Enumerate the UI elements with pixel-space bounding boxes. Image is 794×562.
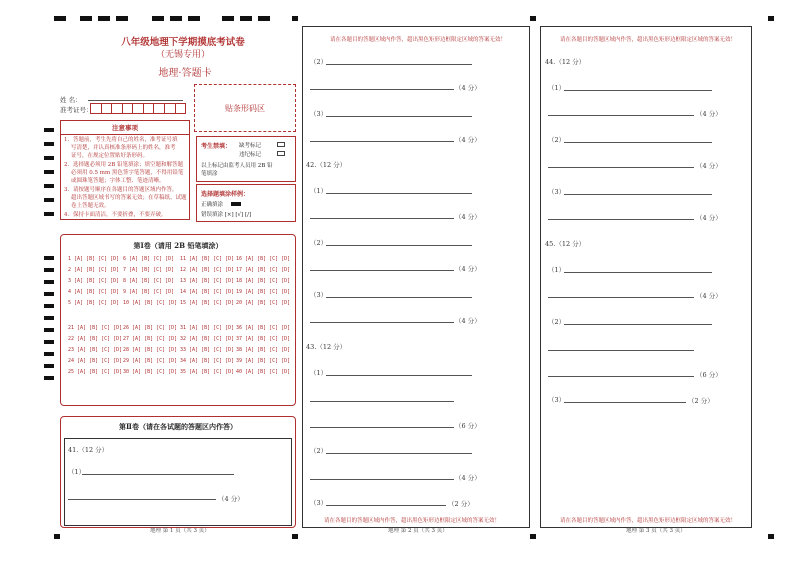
violation-label: 违纪标记 [239, 152, 262, 158]
mc-question-row[interactable]: 38 [A] [B] [C] [D] [236, 347, 291, 353]
q45-part2: （2） [548, 318, 566, 326]
score: （4 分） [696, 292, 722, 300]
bottom-marker-3 [530, 534, 536, 539]
side-mark [44, 316, 54, 320]
answer-line[interactable] [310, 401, 454, 402]
score: （2 分） [688, 397, 714, 405]
page2-top-note: 请在各题目的答题区域内作答，超出黑色矩形边框限定区域的答案无效！ [330, 37, 507, 43]
answer-line[interactable] [548, 115, 694, 116]
answer-line[interactable] [310, 427, 454, 428]
q43-part3: （3） [310, 499, 328, 507]
part2-title: 第Ⅱ卷（请在各试题的答题区内作答） [119, 422, 237, 431]
answer-line[interactable] [326, 375, 472, 376]
side-mark [44, 364, 54, 368]
footer-page-1: 地理 第 1 页（共 3 页） [150, 528, 210, 534]
side-mark [44, 268, 54, 272]
page3-frame [540, 26, 752, 528]
bottom-marker-4 [768, 534, 774, 539]
side-mark [44, 184, 54, 188]
top-marker-4 [116, 16, 128, 21]
mc-question-row[interactable]: 28 [A] [B] [C] [D] [123, 347, 178, 353]
score: （4 分） [455, 317, 481, 325]
mc-question-row[interactable]: 23 [A] [B] [C] [D] [68, 347, 123, 353]
score: （6 分） [455, 422, 481, 430]
id-boxes[interactable] [90, 103, 186, 114]
fill-sample-box [196, 184, 296, 222]
mc-question-row[interactable]: 16 [A] [B] [C] [D] [236, 256, 291, 262]
side-mark [44, 340, 54, 344]
mc-question-row[interactable]: 22 [A] [B] [C] [D] [68, 336, 123, 342]
notes-box [60, 120, 190, 220]
status-note-1: 以上标记由监考人员用 2B 铅 [201, 163, 273, 169]
mc-question-row[interactable]: 10 [A] [B] [C] [D] [123, 300, 178, 306]
barcode-area [194, 84, 296, 132]
side-mark [44, 304, 54, 308]
exam-status-box [196, 136, 296, 182]
answer-line[interactable] [548, 376, 694, 377]
score: （4 分） [696, 162, 722, 170]
answer-line[interactable] [326, 453, 472, 454]
side-mark [44, 128, 54, 132]
top-marker-7 [188, 16, 200, 21]
answer-line[interactable] [310, 141, 454, 142]
mc-question-row[interactable]: 6 [A] [B] [C] [D] [123, 256, 175, 262]
q44-part2: （2） [548, 136, 566, 144]
mc-question-row[interactable]: 37 [A] [B] [C] [D] [236, 336, 291, 342]
mc-question-row[interactable]: 36 [A] [B] [C] [D] [236, 325, 291, 331]
side-mark [44, 376, 54, 380]
q42-part2: （2） [310, 239, 328, 247]
mc-question-row[interactable]: 4 [A] [B] [C] [D] [68, 289, 120, 295]
mc-question-row[interactable]: 35 [A] [B] [C] [D] [180, 369, 235, 375]
q45-part3: （3） [548, 396, 566, 404]
answer-line[interactable] [548, 350, 694, 351]
notes-title: 注意事项 [61, 121, 189, 135]
barcode-label: 贴条形码区 [225, 103, 265, 113]
mc-question-row[interactable]: 19 [A] [B] [C] [D] [236, 289, 291, 295]
top-marker-13 [768, 16, 774, 21]
answer-line[interactable] [564, 142, 712, 143]
side-mark [44, 170, 54, 174]
score: （4 分） [696, 214, 722, 222]
q45-part1: （1） [548, 266, 566, 274]
q43-label: 43.（12 分） [306, 343, 347, 351]
exam-title: 八年级地理下学期摸底考试卷 [121, 37, 245, 48]
score: （2 分） [448, 500, 474, 508]
top-marker-11 [292, 16, 298, 21]
answer-line[interactable] [326, 297, 472, 298]
side-mark [44, 328, 54, 332]
mc-question-row[interactable]: 8 [A] [B] [C] [D] [123, 278, 175, 284]
mc-question-row[interactable]: 24 [A] [B] [C] [D] [68, 358, 123, 364]
mc-question-row[interactable]: 3 [A] [B] [C] [D] [68, 278, 120, 284]
q42-part1: （1） [310, 187, 328, 195]
answer-line[interactable] [564, 90, 712, 91]
mc-question-row[interactable]: 2 [A] [B] [C] [D] [68, 267, 120, 273]
answer-line[interactable] [310, 479, 454, 480]
q45-label: 45.（12 分） [545, 240, 586, 248]
q42-part3: （3） [310, 291, 328, 299]
page2-bottom-note: 请在各题目的答题区域内作答，超出黑色矩形边框限定区域的答案无效！ [324, 518, 501, 524]
mc-question-row[interactable]: 21 [A] [B] [C] [D] [68, 325, 123, 331]
card-title: 地理·答题卡 [158, 68, 212, 79]
mc-question-row[interactable]: 34 [A] [B] [C] [D] [180, 358, 235, 364]
fill-sample-title: 选择题填涂样例： [201, 191, 250, 198]
note-line: 1．答题前，考生先将自己的姓名，准考证号填 [64, 137, 178, 143]
mc-question-row[interactable]: 39 [A] [B] [C] [D] [236, 358, 291, 364]
side-mark [44, 212, 54, 216]
score: （4 分） [455, 213, 481, 221]
mc-question-row[interactable]: 20 [A] [B] [C] [D] [236, 300, 291, 306]
mc-question-row[interactable]: 29 [A] [B] [C] [D] [123, 358, 178, 364]
note-line: 3．请按题号顺序在各题目的答题区域内作答， [64, 187, 178, 193]
q41-part1: （1） [68, 468, 86, 476]
note-line: 证号，在规定位置贴好条形码。 [71, 153, 149, 159]
score: （4 分） [455, 265, 481, 273]
exam-status-title: 考生禁填： [201, 143, 232, 150]
correct-fill-sample [231, 202, 241, 206]
mc-question-row[interactable]: 5 [A] [B] [C] [D] [68, 300, 120, 306]
top-marker-12 [530, 16, 536, 21]
q41-label: 41.（12 分） [68, 446, 109, 454]
side-mark [44, 256, 54, 260]
mc-question-row[interactable]: 17 [A] [B] [C] [D] [236, 267, 291, 273]
note-line: 写清楚，并认真核准条形码上的姓名，准考 [71, 145, 176, 151]
answer-line[interactable] [548, 167, 694, 168]
score: （4 分） [455, 84, 481, 92]
wrong-fill-label: 错误填涂 [×] [√] [/] [201, 212, 252, 218]
q43-part2: （2） [310, 447, 328, 455]
answer-line[interactable] [310, 322, 454, 323]
footer-page-3: 地理 第 3 页（共 3 页） [626, 528, 686, 534]
mc-question-row[interactable]: 25 [A] [B] [C] [D] [68, 369, 123, 375]
top-marker-5 [152, 16, 164, 21]
q43-part1: （1） [310, 369, 328, 377]
top-marker-2 [80, 16, 92, 21]
note-line: 4．保持卡面清洁，不要折叠，不要弄破。 [64, 212, 167, 218]
mc-question-row[interactable]: 14 [A] [B] [C] [D] [180, 289, 235, 295]
q40-part3: （3） [310, 110, 328, 118]
q42-label: 42.（12 分） [306, 161, 347, 169]
mc-question-row[interactable]: 1 [A] [B] [C] [D] [68, 256, 120, 262]
bottom-marker-2 [292, 534, 298, 539]
mc-question-row[interactable]: 9 [A] [B] [C] [D] [123, 289, 175, 295]
answer-line[interactable] [326, 64, 472, 65]
q44-label: 44.（12 分） [545, 58, 586, 66]
answer-line[interactable] [564, 402, 686, 403]
correct-fill-label: 正确填涂 [201, 202, 224, 208]
answer-line[interactable] [310, 218, 454, 219]
q40-part2: （2） [310, 58, 328, 66]
q44-part1: （1） [548, 84, 566, 92]
exam-subtitle: （无锡专用） [155, 50, 210, 60]
name-field[interactable] [88, 100, 183, 101]
side-mark [44, 142, 54, 146]
q41-score: （4 分） [218, 495, 244, 503]
answer-line[interactable] [564, 324, 712, 325]
id-label: 准考证号： [60, 106, 93, 114]
answer-line[interactable] [548, 297, 694, 298]
side-mark [44, 280, 54, 284]
answer-line[interactable] [326, 505, 446, 506]
mc-question-row[interactable]: 12 [A] [B] [C] [D] [180, 267, 235, 273]
mc-question-row[interactable]: 18 [A] [B] [C] [D] [236, 278, 291, 284]
mc-question-row[interactable]: 31 [A] [B] [C] [D] [180, 325, 235, 331]
answer-line[interactable] [564, 194, 712, 195]
part1-title: 第Ⅰ卷（请用 2B 铅笔填涂） [133, 241, 223, 250]
status-note-2: 笔填涂 [201, 171, 218, 177]
answer-line[interactable] [68, 499, 216, 500]
score: （4 分） [455, 474, 481, 482]
answer-line[interactable] [326, 193, 472, 194]
answer-line[interactable] [326, 116, 472, 117]
answer-line[interactable] [564, 272, 712, 273]
score: （4 分） [696, 110, 722, 118]
name-label: 姓 名： [60, 96, 82, 104]
note-line: 或圆珠笔答题；字体工整、笔迹清晰。 [71, 178, 165, 184]
top-marker-1 [54, 16, 66, 21]
side-mark [44, 156, 54, 160]
mc-question-row[interactable]: 13 [A] [B] [C] [D] [180, 278, 235, 284]
side-mark [44, 198, 54, 202]
score: （4 分） [455, 136, 481, 144]
mc-question-row[interactable]: 33 [A] [B] [C] [D] [180, 347, 235, 353]
side-mark [44, 352, 54, 356]
mc-question-row[interactable]: 27 [A] [B] [C] [D] [123, 336, 178, 342]
side-mark [44, 292, 54, 296]
answer-line[interactable] [82, 474, 234, 475]
top-marker-9 [240, 16, 252, 21]
mc-question-row[interactable]: 11 [A] [B] [C] [D] [180, 256, 235, 262]
top-marker-3 [98, 16, 110, 21]
footer-page-2: 地理 第 2 页（共 3 页） [388, 528, 448, 534]
mc-question-row[interactable]: 15 [A] [B] [C] [D] [180, 300, 235, 306]
bottom-marker-1 [54, 534, 60, 539]
mc-question-row[interactable]: 40 [A] [B] [C] [D] [236, 369, 291, 375]
violation-checkbox[interactable] [277, 151, 285, 156]
absent-checkbox[interactable] [277, 142, 285, 147]
note-line: 2．选择题必须用 2B 铅笔填涂；填空题和解答题 [64, 162, 184, 168]
note-line: 超出答题区域书写的答案无效；在草稿纸、试题 [71, 195, 187, 201]
page3-top-note: 请在各题目的答题区域内作答，超出黑色矩形边框限定区域的答案无效！ [560, 37, 737, 43]
answer-line[interactable] [326, 245, 472, 246]
note-line: 卷上答题无效。 [71, 203, 110, 209]
top-marker-6 [170, 16, 182, 21]
page3-bottom-note: 请在各题目的答题区域内作答，超出黑色矩形边框限定区域的答案无效！ [560, 518, 737, 524]
answer-line[interactable] [310, 270, 454, 271]
score: （6 分） [696, 371, 722, 379]
q44-part3: （3） [548, 188, 566, 196]
mc-question-row[interactable]: 30 [A] [B] [C] [D] [123, 369, 178, 375]
answer-line[interactable] [548, 219, 694, 220]
note-line: 必须用 0.5 mm 黑色签字笔答题，不得用铅笔 [71, 170, 184, 176]
mc-question-row[interactable]: 7 [A] [B] [C] [D] [123, 267, 175, 273]
mc-question-row[interactable]: 32 [A] [B] [C] [D] [180, 336, 235, 342]
answer-line[interactable] [310, 89, 454, 90]
top-marker-8 [222, 16, 234, 21]
absent-label: 缺考标记 [239, 143, 262, 149]
top-marker-10 [258, 16, 270, 21]
mc-question-row[interactable]: 26 [A] [B] [C] [D] [123, 325, 178, 331]
